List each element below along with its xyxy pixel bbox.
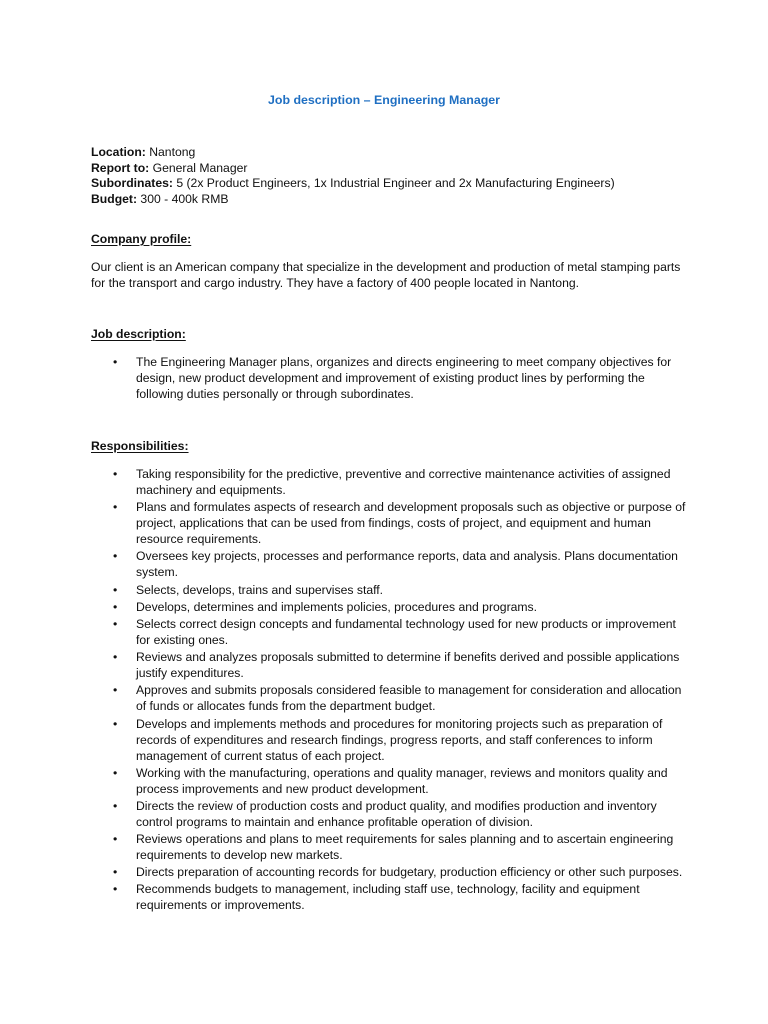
list-item [91, 599, 691, 615]
bullet-icon: • [113, 716, 118, 731]
subordinates-label: Subordinates: [91, 176, 173, 190]
report-label: Report to: [91, 160, 150, 175]
bullet-icon: • [113, 650, 118, 665]
company-profile-heading: Company profile: [91, 232, 192, 246]
list-item-text: Selects, develops, trains and supervises staff. [136, 582, 384, 597]
list-item [91, 881, 691, 913]
list-item [91, 466, 691, 498]
list-item [91, 864, 691, 880]
location-row [91, 145, 615, 161]
budget-label: Budget: [91, 191, 138, 206]
list-item [91, 616, 691, 648]
list-item [91, 765, 691, 797]
report-row [91, 161, 615, 177]
responsibilities-list [91, 466, 691, 915]
list-item [91, 682, 691, 714]
bullet-icon: • [113, 798, 118, 813]
list-item [91, 649, 691, 681]
list-item [91, 831, 691, 863]
responsibilities-heading: Responsibilities: [91, 439, 189, 453]
list-item-text: Develops and implements methods and procedures for monitoring projects such as preparation of records of expenditures and research findings, progress reports, and staff conferences to inform management of current status of each project. [136, 716, 663, 763]
list-item-text: The Engineering Manager plans, organizes and directs engineering to meet company objectives for design, new product development and improvement of existing product lines by performing the following duties personally or through subordinates. [136, 355, 672, 401]
bullet-icon: • [113, 832, 118, 847]
subordinates-row [91, 176, 615, 192]
list-item-text: Directs the review of production costs and product quality, and modifies production and inventory control programs to maintain and enhance profitable operation of division. [136, 798, 657, 829]
document-title: Job description – Engineering Manager [267, 93, 501, 107]
location-label: Location: [91, 145, 146, 159]
list-item-text: Selects correct design concepts and fundamental technology used for new products or improvement for existing ones. [136, 616, 676, 647]
bullet-icon: • [113, 355, 118, 369]
bullet-icon: • [113, 549, 118, 564]
list-item-text: Plans and formulates aspects of research and development proposals such as objective or purpose of project, applications that can be used from findings, costs of project, and equipment and human resource requirements. [136, 500, 686, 547]
list-item [91, 548, 691, 580]
budget-value: 300 - 400k RMB [137, 191, 229, 206]
bullet-icon: • [113, 683, 118, 698]
bullet-icon: • [113, 467, 118, 481]
list-item [91, 582, 691, 598]
list-item [91, 798, 691, 830]
list-item-text: Oversees key projects, processes and performance reports, data and analysis. Plans documentation system. [136, 549, 678, 580]
budget-row [91, 192, 615, 208]
list-item-text: Reviews operations and plans to meet requirements for sales planning and to ascertain engineering requirements to develop new markets. [136, 832, 674, 863]
bullet-icon: • [113, 616, 118, 631]
list-item-text: Taking responsibility for the predictive, preventive and corrective maintenance activities of assigned machinery and equipments. [136, 467, 671, 497]
bullet-icon: • [113, 865, 118, 880]
list-item [91, 354, 691, 402]
location-value: Nantong [145, 145, 196, 159]
list-item-text: Approves and submits proposals considered feasible to management for consideration and allocation of funds or allocates funds from the department budget. [136, 683, 682, 714]
report-value: General Manager [149, 160, 248, 175]
list-item-text: Reviews and analyzes proposals submitted to determine if benefits derived and possible applications justify expenditures. [136, 650, 680, 681]
company-profile-text: Our client is an American company that specialize in the development and production of metal stamping parts for the transport and cargo industry. They have a factory of 400 people located in Nantong. [91, 260, 681, 290]
list-item-text: Recommends budgets to management, including staff use, technology, facility and equipment requirements or improvements. [136, 882, 640, 913]
list-item-text: Develops, determines and implements policies, procedures and programs. [136, 599, 538, 614]
bullet-icon: • [113, 582, 118, 597]
list-item [91, 716, 691, 764]
list-item [91, 499, 691, 547]
list-item-text: Working with the manufacturing, operations and quality manager, reviews and monitors quality and process improvements and new product development. [136, 765, 668, 796]
bullet-icon: • [113, 500, 118, 515]
bullet-icon: • [113, 765, 118, 780]
job-meta [91, 145, 615, 207]
subordinates-value: 5 (2x Product Engineers, 1x Industrial Engineer and 2x Manufacturing Engineers) [172, 176, 615, 190]
job-description-list [91, 354, 691, 403]
bullet-icon: • [113, 882, 118, 897]
bullet-icon: • [113, 599, 118, 614]
job-description-heading: Job description: [91, 327, 186, 341]
list-item-text: Directs preparation of accounting records for budgetary, production efficiency or other such purposes. [136, 865, 683, 880]
